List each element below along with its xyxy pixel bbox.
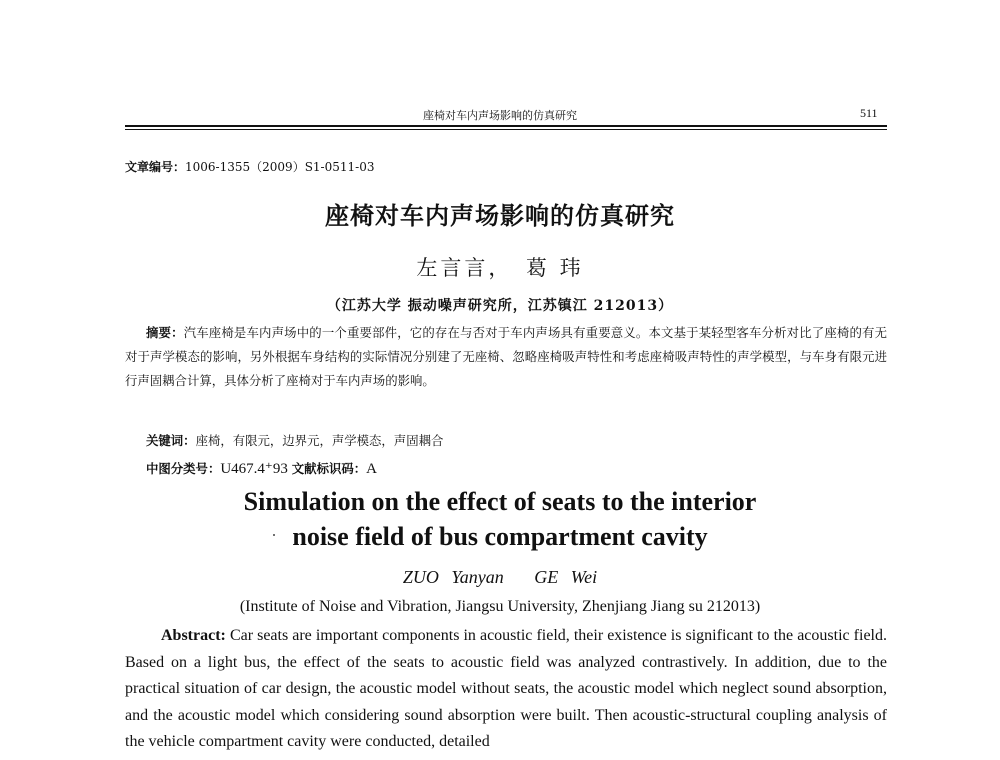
classification-value: U467.4⁺93 xyxy=(220,461,288,477)
abstract-english-text: Car seats are important components in acoustic field, their existence is significant to the acoustic field. Based on a light bus, the effect of the seats to acoustic field was analyzed contrastively. In addition, due to the practical situation of car design, the acoustic model without seats, the acoustic model which neglect sound absorption, and the acoustic model which considering sound absorption were built. Then acoustic-structural coupling analysis of the vehicle compartment cavity were conducted, detailed xyxy=(125,627,887,750)
authors-chinese: 左言言， 葛 玮 xyxy=(416,256,584,280)
page-number: 511 xyxy=(860,106,878,120)
abstract-chinese xyxy=(125,321,887,393)
abstract-english-label: Abstract: xyxy=(161,627,226,644)
article-number-label: 文章编号： xyxy=(125,160,186,174)
article-number xyxy=(125,158,374,175)
abstract-chinese-label: 摘要： xyxy=(146,325,184,340)
title-english-line-1: Simulation on the effect of seats to the interior xyxy=(243,487,757,516)
classification-line xyxy=(146,459,377,478)
title-english-line-2: noise field of bus compartment cavity xyxy=(292,522,708,551)
affiliation-english: (Institute of Noise and Vibration, Jiangsu University, Zhenjiang Jiang su 212013) xyxy=(239,598,761,615)
keywords-chinese xyxy=(146,431,443,449)
title-chinese: 座椅对车内声场影响的仿真研究 xyxy=(325,201,675,230)
header-rule-thin xyxy=(125,129,887,130)
abstract-english xyxy=(125,623,887,756)
affiliation-chinese: （江苏大学 振动噪声研究所，江苏镇江 212013） xyxy=(326,298,674,314)
keywords-text: 座椅，有限元，边界元，声学模态，声固耦合 xyxy=(195,433,444,448)
abstract-chinese-text: 汽车座椅是车内声场中的一个重要部件，它的存在与否对于车内声场具有重要意义。本文基于某轻型客车分析对比了座椅的有无对于声学模态的影响，另外根据车身结构的实际情况分别建了无座椅、忽略座椅吸声特性和考虑座椅吸声特性的声学模型，与车身有限元进行声固耦合计算，具体分析了座椅对于车内声场的影响。 xyxy=(125,325,887,388)
document-code-label: 文献标识码： xyxy=(291,461,367,476)
document-code-value: A xyxy=(366,461,377,477)
header-rule-thick xyxy=(125,125,887,127)
classification-label: 中图分类号： xyxy=(146,461,221,476)
article-number-value: 1006-1355（2009）S1-0511-03 xyxy=(185,160,375,174)
running-header-title: 座椅对车内声场影响的仿真研究 xyxy=(423,109,577,122)
keywords-label: 关键词： xyxy=(146,433,196,448)
title-english xyxy=(0,484,1000,554)
authors-english: ZUO Yanyan GE Wei xyxy=(402,567,598,587)
scan-speck xyxy=(273,534,275,536)
